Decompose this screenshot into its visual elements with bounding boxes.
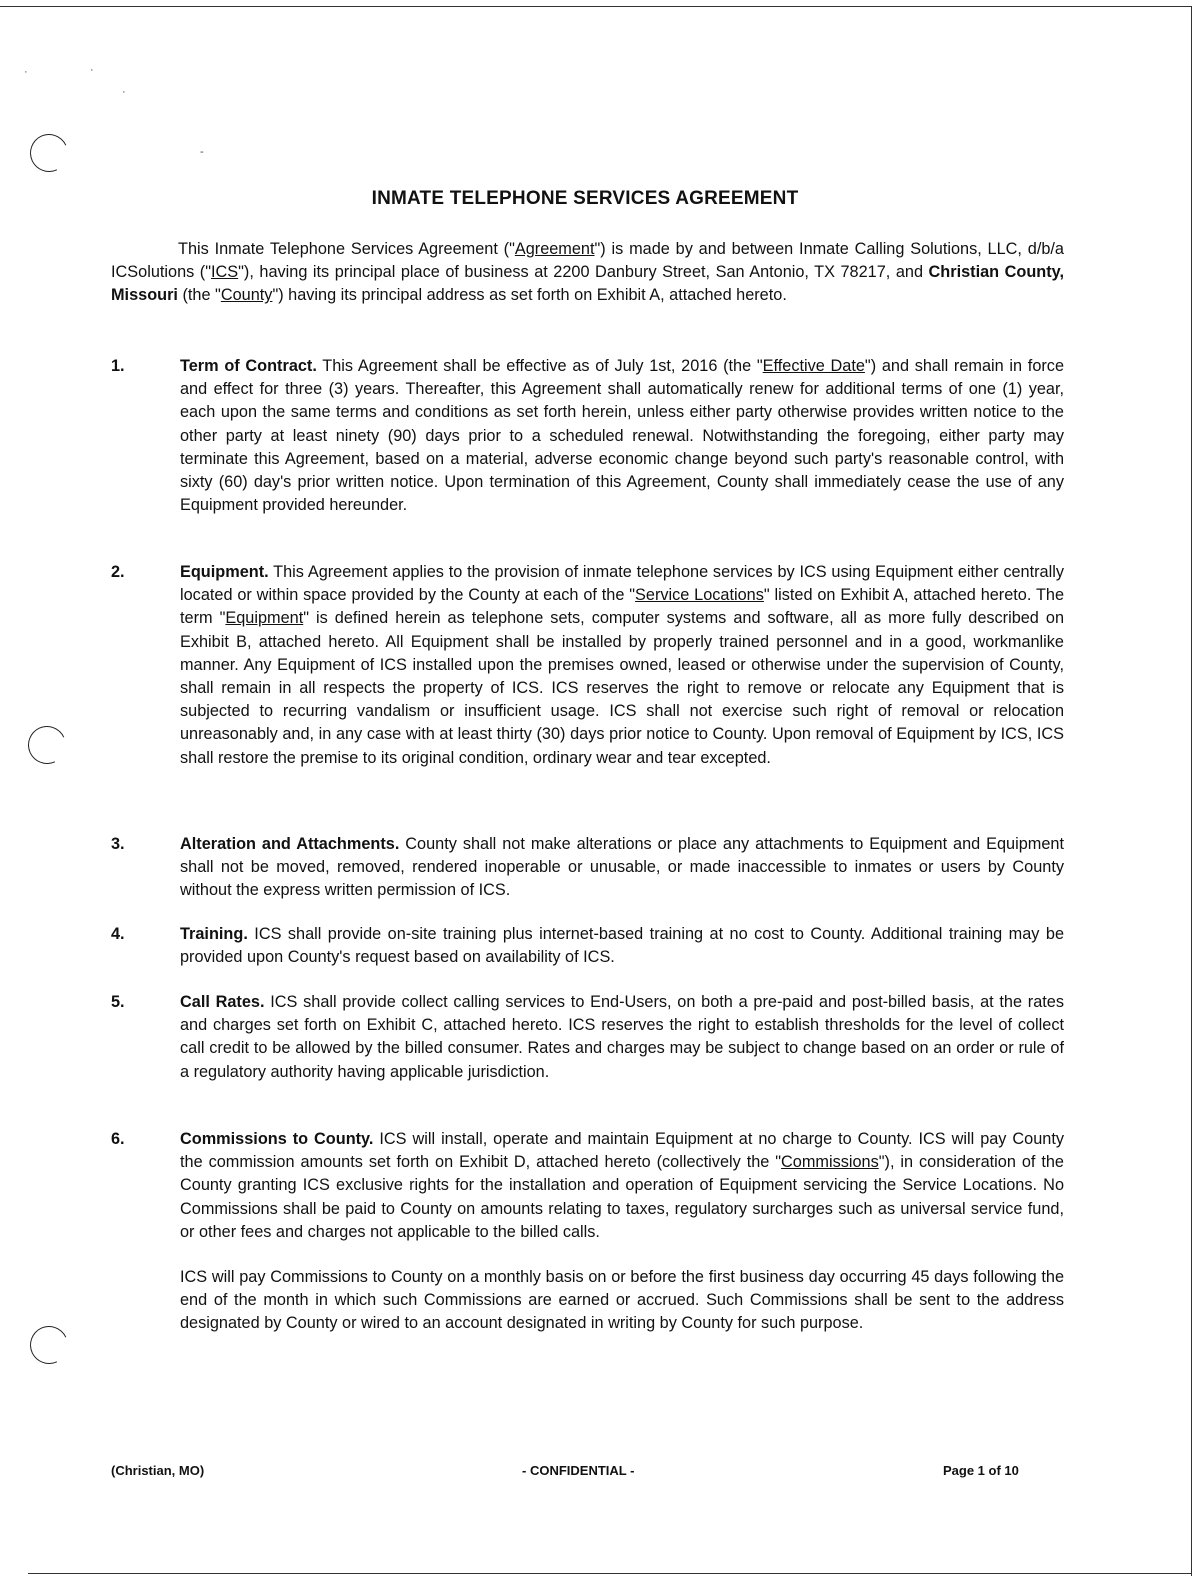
- scan-speck: ·: [90, 64, 94, 76]
- section-term-of-contract: [111, 355, 1064, 517]
- punch-hole-mark: [25, 1321, 74, 1370]
- section-body: Commissions to County. ICS will install, operate and maintain Equipment at no charge to County. ICS will pay County the commission amounts set forth on Exhibit D, attached hereto (collectively the "Commissions"), in consideration of the County granting ICS exclusive rights for the installation and operation of Equipment servicing the Service Locations. No Commissions shall be paid to County on amounts relating to taxes, regulatory surcharges such as universal service fund, or other fees and charges not applicable to the billed calls.: [180, 1130, 1064, 1241]
- section-number: 5.: [111, 993, 125, 1011]
- scan-speck: ·: [24, 66, 28, 78]
- page-border-top: [0, 6, 1192, 7]
- intro-paragraph: This Inmate Telephone Services Agreement ("Agreement") is made by and between Inmate Calling Solutions, LLC, d/b/a ICSolutions ("ICS"), having its principal place of business at 2200 Danbury Street, San Antonio, TX 78217, and Christian County, Missouri (the "County") having its principal address as set forth on Exhibit A, attached hereto.: [111, 240, 1065, 305]
- section-number: 3.: [111, 835, 125, 853]
- footer-center: - CONFIDENTIAL -: [522, 1463, 635, 1478]
- section-number: 6.: [111, 1130, 125, 1148]
- section-number: 4.: [111, 925, 125, 943]
- section-heading: Commissions to County.: [180, 1130, 374, 1148]
- punch-hole-mark: [23, 721, 72, 770]
- section-body: Equipment. This Agreement applies to the provision of inmate telephone services by ICS using Equipment either centrally located or within space provided by the County at each of the "Service Locations" listed on Exhibit A, attached hereto. The term "Equipment" is defined herein as telephone sets, computer systems and software, all as more fully described on Exhibit B, attached hereto. All Equipment shall be installed by properly trained personnel and in a good, workmanlike manner. Any Equipment of ICS installed upon the premises owned, leased or otherwise under the supervision of County, shall remain in all respects the property of ICS. ICS reserves the right to remove or relocate any Equipment that is subjected to recurring vandalism or insufficient usage. ICS shall not exercise such right of removal or relocation unreasonably and, in any case with at least thirty (30) days prior notice to County. Upon removal of Equipment by ICS, ICS shall restore the premise to its original condition, ordinary wear and tear excepted.: [180, 563, 1065, 767]
- section-number: 1.: [111, 357, 125, 375]
- page-border-bottom: [28, 1573, 1192, 1574]
- footer-left: (Christian, MO): [111, 1463, 205, 1478]
- section-heading: Alteration and Attachments.: [180, 835, 400, 853]
- section-heading: Call Rates.: [180, 993, 265, 1011]
- section-body: Call Rates. ICS shall provide collect calling services to End-Users, on both a pre-paid and post-billed basis, at the rates and charges set forth on Exhibit C, attached hereto. ICS reserves the right to establish thresholds for the level of collect call credit to be allowed by the billed consumer. Rates and charges may be subject to change based on an order or rule of a regulatory authority having applicable jurisdiction.: [180, 993, 1064, 1081]
- section-call-rates: [111, 991, 1064, 1084]
- section-heading: Training.: [180, 925, 248, 943]
- section-continuation-paragraph: ICS will pay Commissions to County on a monthly basis on or before the first business day occurring 45 days following the end of the month in which such Commissions are earned or accrued. Such Commissions shall be sent to the address designated by County or wired to an account designated in writing by County for such purpose.: [180, 1268, 1064, 1333]
- footer-page-number: Page 1 of 10: [943, 1463, 1019, 1478]
- section-heading: Equipment.: [180, 563, 269, 581]
- section-alteration-and-attachments: [111, 833, 1064, 903]
- section-training: [111, 923, 1064, 969]
- document-title: INMATE TELEPHONE SERVICES AGREEMENT: [371, 188, 799, 209]
- section-heading: Term of Contract.: [180, 357, 317, 375]
- section-body: Alteration and Attachments. County shall not make alterations or place any attachments to Equipment and Equipment shall not be moved, removed, rendered inoperable or unusable, or made inaccessible to inmates or users by County without the express written permission of ICS.: [180, 835, 1064, 900]
- section-body: Term of Contract. This Agreement shall be effective as of July 1st, 2016 (the "Effective Date") and shall remain in force and effect for three (3) years. Thereafter, this Agreement shall automatically renew for additional terms of one (1) year, each upon the same terms and conditions as set forth herein, unless either party otherwise provides written notice to the other party at least ninety (90) days prior to a scheduled renewal. Notwithstanding the foregoing, either party may terminate this Agreement, based on a material, adverse economic change beyond such party's reasonable control, with sixty (60) day's prior written notice. Upon termination of this Agreement, County shall immediately cease the use of any Equipment provided hereunder.: [180, 357, 1064, 515]
- section-number: 2.: [111, 563, 125, 581]
- scan-speck: -: [200, 146, 204, 158]
- section-equipment: [111, 561, 1064, 770]
- scan-speck: ·: [122, 86, 126, 98]
- section-body: Training. ICS shall provide on-site training plus internet-based training at no cost to County. Additional training may be provided upon County's request based on availability of ICS.: [180, 925, 1064, 967]
- section-commissions-to-county: [111, 1128, 1064, 1336]
- page-border-right: [1191, 6, 1192, 1576]
- punch-hole-mark: [25, 129, 74, 178]
